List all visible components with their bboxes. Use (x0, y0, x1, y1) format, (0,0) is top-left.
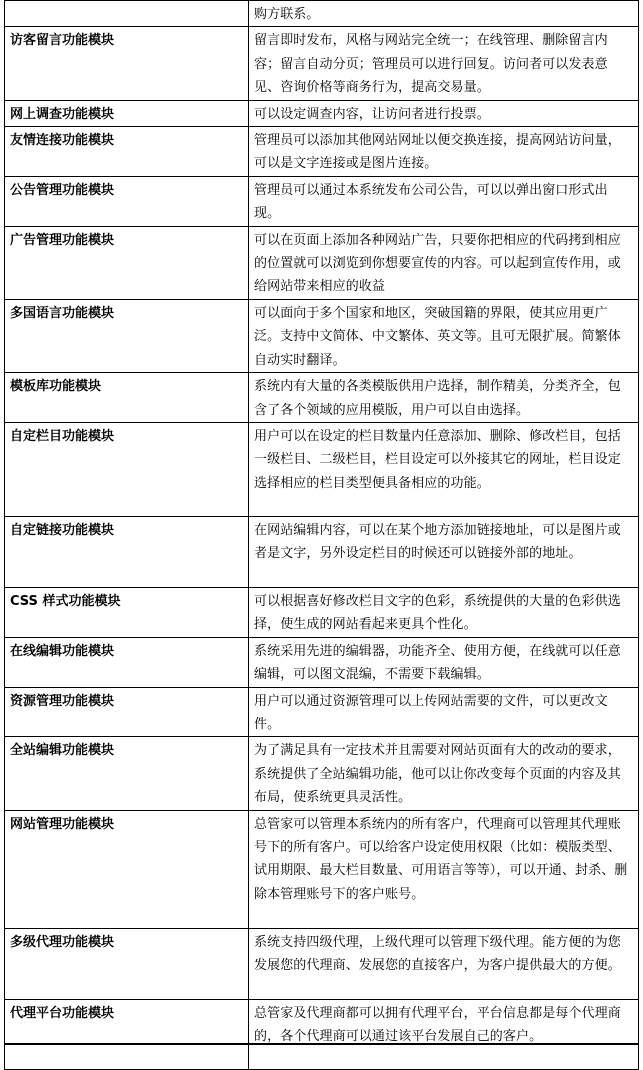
module-description-cell: 留言即时发布，风格与网站完全统一；在线管理、删除留言内容；留言自动分页；管理员可以进行回复。访问者可以发表意见、咨询价格等商务行为，提高交易量。 (249, 27, 639, 100)
module-description-cell: 管理员可以添加其他网站网址以便交换连接，提高网站访问量，可以是文字连接或是图片连接。 (249, 127, 639, 177)
module-description-cell: 可以根据喜好修改栏目文字的色彩，系统提供的大量的色彩供选择，使生成的网站看起来更具个性化。 (249, 587, 639, 637)
module-description-cell: 系统采用先进的编辑器，功能齐全、使用方便，在线就可以任意编辑，可以图文混编，不需要下载编辑。 (249, 637, 639, 687)
module-name-cell: 自定栏目功能模块 (5, 422, 249, 516)
module-description-cell: 可以在页面上添加各种网站广告，只要你把相应的代码拷到相应的位置就可以浏览到你想要宣传的内容。可以起到宣传作用，或给网站带来相应的收益 (249, 226, 639, 299)
table-row (5, 587, 639, 637)
module-name-cell: 网上调查功能模块 (5, 100, 249, 126)
module-description-cell: 在网站编辑内容，可以在某个地方添加链接地址，可以是图片或者是文字，另外设定栏目的时候还可以链接外部的地址。 (249, 516, 639, 587)
module-name-cell: 多国语言功能模块 (5, 299, 249, 372)
module-description-cell: 用户可以通过资源管理可以上传网站需要的文件，可以更改文件。 (249, 687, 639, 737)
table-row (5, 100, 639, 126)
table-row (5, 637, 639, 687)
table-row (5, 516, 639, 587)
module-name-cell: 模板库功能模块 (5, 373, 249, 423)
table-row (5, 810, 639, 928)
module-description-cell: 可以设定调查内容，让访问者进行投票。 (249, 100, 639, 126)
table-row (5, 737, 639, 810)
table-row (5, 928, 639, 999)
table-row (5, 422, 639, 516)
feature-module-table-body (5, 1, 639, 1070)
module-name-cell (5, 1, 249, 27)
module-name-cell: 广告管理功能模块 (5, 226, 249, 299)
module-description-cell: 系统内有大量的各类模版供用户选择，制作精美，分类齐全，包含了各个领域的应用模版，用户可以自由选择。 (249, 373, 639, 423)
module-description-cell: 为了满足具有一定技术并且需要对网站页面有大的改动的要求，系统提供了全站编辑功能，他可以让你改变每个页面的内容及其布局，使系统更具灵活性。 (249, 737, 639, 810)
table-row (5, 999, 639, 1069)
module-description-cell: 用户可以在设定的栏目数量内任意添加、删除、修改栏目，包括一级栏目、二级栏目，栏目设定可以外接其它的网址，栏目设定选择相应的栏目类型便具备相应的功能。 (249, 422, 639, 516)
module-description-cell: 购方联系。 (249, 1, 639, 27)
module-description-cell: 管理员可以通过本系统发布公司公告，可以以弹出窗口形式出现。 (249, 176, 639, 226)
module-name-cell: 资源管理功能模块 (5, 687, 249, 737)
module-name-cell: CSS 样式功能模块 (5, 587, 249, 637)
module-name-cell: 在线编辑功能模块 (5, 637, 249, 687)
module-name-cell: 友情连接功能模块 (5, 127, 249, 177)
module-description-cell: 总管家及代理商都可以拥有代理平台，平台信息都是每个代理商的，各个代理商可以通过该平台发展自己的客户。 (249, 999, 639, 1069)
module-name-cell: 多级代理功能模块 (5, 928, 249, 999)
table-row (5, 176, 639, 226)
module-name-cell: 公告管理功能模块 (5, 176, 249, 226)
table-row (5, 1, 639, 27)
module-description-cell: 总管家可以管理本系统内的所有客户，代理商可以管理其代理账号下的所有客户。可以给客户设定使用权限（比如：模版类型、试用期限、最大栏目数量、可用语言等等），可以开通、封杀、删除本管理账号下的客户账号。 (249, 810, 639, 928)
table-row (5, 226, 639, 299)
module-name-cell: 自定链接功能模块 (5, 516, 249, 587)
feature-module-table (4, 0, 639, 1070)
table-row (5, 373, 639, 423)
module-description-cell: 可以面向于多个国家和地区，突破国籍的界限，使其应用更广泛。支持中文简体、中文繁体、英文等。且可无限扩展。简繁体自动实时翻译。 (249, 299, 639, 372)
module-name-cell: 网站管理功能模块 (5, 810, 249, 928)
module-name-cell: 代理平台功能模块 (5, 999, 249, 1069)
module-name-cell: 访客留言功能模块 (5, 27, 249, 100)
table-row (5, 27, 639, 100)
module-description-cell: 系统支持四级代理，上级代理可以管理下级代理。能方便的为您发展您的代理商、发展您的直接客户，为客户提供最大的方便。 (249, 928, 639, 999)
table-row (5, 299, 639, 372)
table-row (5, 687, 639, 737)
module-name-cell: 全站编辑功能模块 (5, 737, 249, 810)
page-bottom-rule (4, 1043, 639, 1045)
table-row (5, 127, 639, 177)
